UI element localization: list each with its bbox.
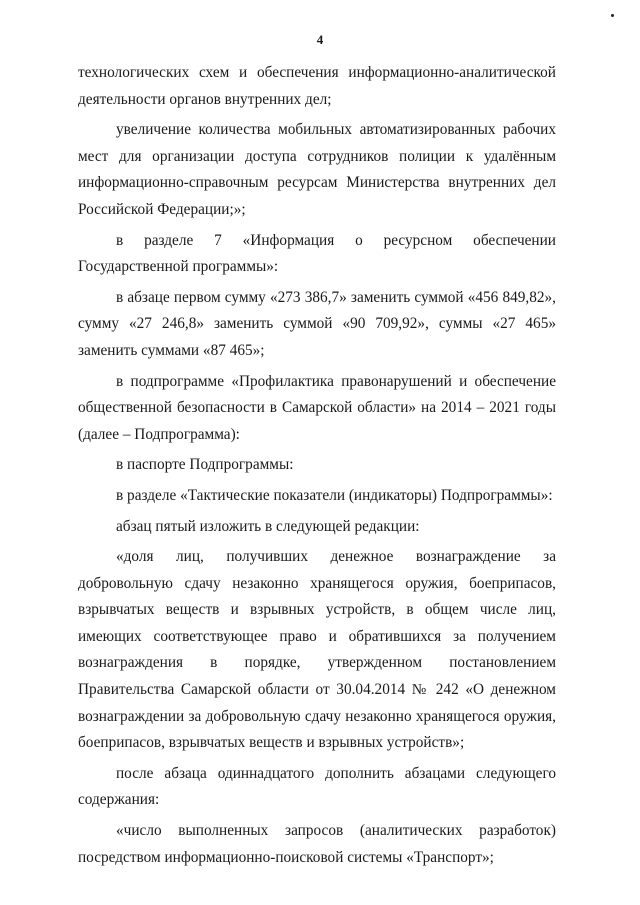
paragraph-11: «число выполненных запросов (аналитических разработок) посредством информационно-поисковой системы «Транспорт»; bbox=[78, 822, 556, 866]
paragraph-8: абзац пятый изложить в следующей редакции: bbox=[116, 517, 420, 535]
paragraph-10: после абзаца одиннадцатого дополнить абзацами следующего содержания: bbox=[78, 764, 556, 809]
paragraph-2: увеличение количества мобильных автоматизированных рабочих мест для организации доступа сотрудников полиции к удалённым информационно-справочным ресурсам Министерства внутренних дел Российской Федерации;»; bbox=[78, 121, 556, 218]
paragraph-1: технологических схем и обеспечения информационно-аналитической деятельности органов внутренних дел; bbox=[78, 64, 556, 108]
page-number: 4 bbox=[316, 32, 324, 47]
paragraph-5: в подпрограмме «Профилактика правонарушений и обеспечение общественной безопасности в Самарской области» на 2014 – 2021 годы (далее – Подпрограмма): bbox=[78, 372, 556, 443]
paragraph-7: в разделе «Тактические показатели (индикаторы) Подпрограммы»: bbox=[116, 486, 553, 504]
document-body bbox=[78, 60, 556, 871]
paragraph-3: в разделе 7 «Информация о ресурсном обеспечении Государственной программы»: bbox=[78, 231, 556, 276]
paragraph-4: в абзаце первом сумму «273 386,7» заменить суммой «456 849,82», сумму «27 246,8» заменить суммой «90 709,92», суммы «27 465» заменить суммами «87 465»; bbox=[78, 288, 556, 359]
paragraph-6: в паспорте Подпрограммы: bbox=[116, 456, 294, 474]
paragraph-9: «доля лиц, получивших денежное вознаграждение за добровольную сдачу незаконно хранящегося оружия, боеприпасов, взрывчатых веществ и взрывных устройств, в общем числе лиц, имеющих соответствующее право и обратившихся за получением вознаграждения в порядке, утвержденном постановлением Правительства Самарской области от 30.04.2014 № 242 «О денежном вознаграждении за добровольную сдачу незаконно хранящегося оружия, боеприпасов, взрывчатых веществ и взрывных устройств»; bbox=[78, 548, 556, 752]
scan-speck bbox=[611, 14, 614, 17]
